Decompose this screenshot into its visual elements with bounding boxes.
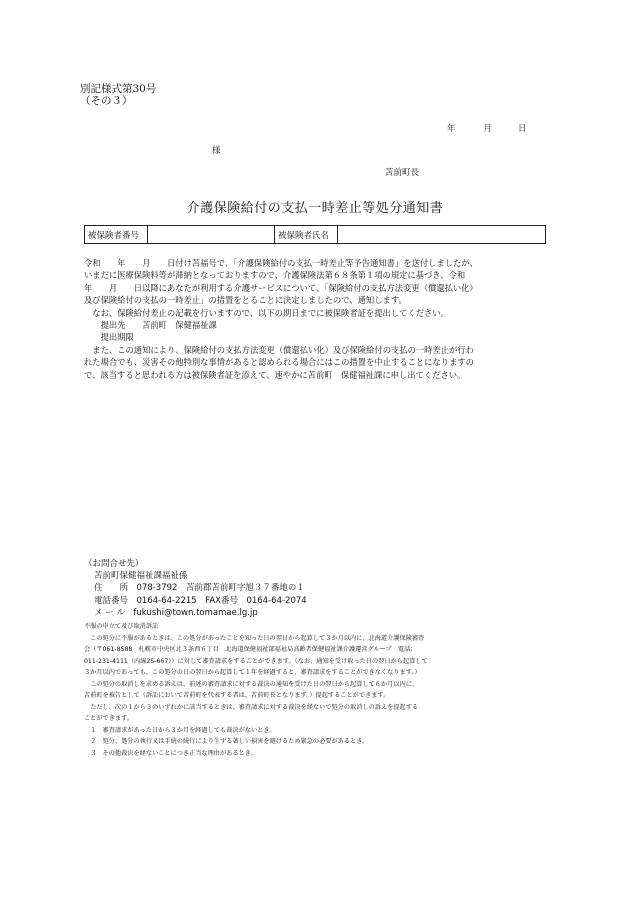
- insured-name-label: 被保険者氏名: [275, 226, 338, 244]
- insured-number-value: [148, 226, 275, 244]
- appeal-line: ２ 処分、処分の執行又は手続の続行により生ずる著しい損害を避けるため緊急の必要があるとき。: [84, 738, 369, 745]
- body-line: なお、保険給付差止の記載を行いますので、以下の期日までに被保険者証を提出してください。: [84, 307, 449, 318]
- body-line: れた場合でも、災害その他特別な事情があると認められる場合にはこの措置を中止することになりますの: [84, 357, 474, 368]
- contact-heading: （お問合せ先）: [84, 559, 144, 569]
- contact-department: 苫前町保健福祉課福祉係: [94, 571, 188, 582]
- appeal-heading: 不服の申立て及び取消訴訟: [84, 623, 159, 630]
- body-line: また、この通知により、保険給付の支払方法変更（償還払い化）及び保険給付の支払の一時差止が行わ: [84, 344, 474, 355]
- document-title: 介護保険給付の支払一時差止等処分通知書: [186, 201, 444, 216]
- date-day-label: 日: [518, 124, 527, 134]
- date-year-label: 年: [447, 124, 456, 134]
- body-line: いまだに医療保険料等が滞納となっておりますので、介護保険法第６８条第１項の規定に基づき、令和: [84, 270, 466, 281]
- appeal-line: １ 審査請求があった日から３か月を経過しても裁決がないとき。: [84, 726, 276, 734]
- body-line: 年 月 日以降にあなたが利用する介護サービスについて、「保険給付の支払方法変更（償還払い化）: [84, 282, 478, 293]
- appeal-line: ことができます。: [84, 715, 134, 722]
- contact-email: メ ー ル fukushi@town.tomamae.lg.jp: [94, 607, 258, 618]
- form-number: 別記様式第30号: [80, 83, 157, 95]
- appeal-line: この処分に不服があるときは、この処分があったことを知った日の翌日から起算して３か月以内に、北海道介護保険審査: [84, 634, 425, 642]
- insured-number-label: 被保険者番号: [85, 226, 148, 244]
- contact-block: [84, 558, 307, 619]
- contact-phone: 電話番号 0164-64-2215 FAX番号 0164-64-2074: [94, 595, 307, 606]
- body-line: 提出期限: [84, 332, 134, 343]
- issuer-name: 苫前町長: [385, 168, 420, 178]
- appeal-line: ３ その他裁決を経ないことにつき正当な理由があるとき。: [84, 749, 257, 757]
- date-month-label: 月: [483, 124, 493, 134]
- contact-address: 住 所 078-3792 苫前郡苫前町字旭３７番地の１: [94, 583, 305, 594]
- body-line: 提出先 苫前町 保健福祉課: [84, 320, 217, 331]
- body-line: 及び保険給付の支払の一時差止」の措置をとることに決定しましたので、通知します。: [84, 295, 407, 306]
- appeal-line: この処分の取消しを求める訴えは、前述の審査請求に対する裁決の通知を受けた日の翌日から起算して６か月以内に、: [84, 680, 419, 688]
- insured-name-value: [338, 226, 546, 244]
- issue-date: [447, 122, 527, 134]
- notice-body: [84, 257, 554, 381]
- appeal-line: ３か月以内であっても、この処分の日の翌日から起算して１年を経過すると、審査請求をすることができなくなります。）: [84, 669, 421, 676]
- appeal-line: 苫前町を被告として（訴訟において苫前町を代表する者は、苫前町長となります。）提起することができます。: [84, 692, 390, 699]
- appeal-line: 011-231-4111（内線25-667））に対して審査請求をすることができます。（なお、通知を受け取った日の翌日から起算して: [84, 657, 428, 665]
- body-line: で、該当すると思われる方は被保険者証を添えて、速やかに苫前町 保健福祉課に申し出てください。: [84, 369, 466, 380]
- appeal-line: 会（〒061-8588 札幌市中央区北３条西６丁目 北海道保健福祉部福祉局高齢者保健福祉課介護運営グループ 電話：: [84, 646, 417, 653]
- appeal-line: ただし、次の１から３のいずれかに該当するときは、審査請求に対する裁決を経ないで処分の取消しの訴えを提起する: [84, 703, 419, 711]
- body-line: 令和 年 月 日付け苫福号で、「介護保険給付の支払一時差止等予告通知書」を送付しましたが、: [84, 258, 478, 268]
- recipient-suffix: 様: [212, 146, 221, 156]
- insured-info-table: [84, 225, 546, 244]
- form-sub-number: （その３）: [80, 95, 133, 107]
- appeal-notice: [84, 621, 554, 759]
